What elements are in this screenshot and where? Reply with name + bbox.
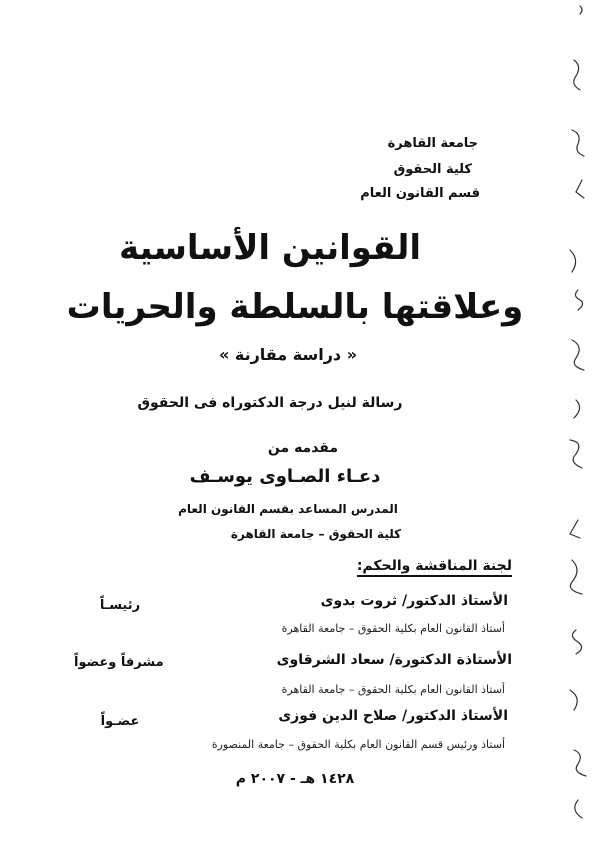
committee-heading: لجنة المناقشة والحكم: <box>357 558 512 577</box>
committee-member-role: رئيسـاً <box>99 598 141 613</box>
author-affiliation: كلية الحقوق – جامعة القاهرة <box>230 527 402 541</box>
committee-member-role: عضـواً <box>100 714 140 729</box>
committee-member-description: أستاذ ورئيس قسم القانون العام بكلية الحقوق – جامعة المنصورة <box>211 738 505 751</box>
university-name: جامعة القاهرة <box>387 136 478 151</box>
department-name: قسم القانون العام <box>360 186 480 201</box>
title-line-2: وعلاقتها بالسلطة والحريات <box>66 287 524 327</box>
margin-handwriting <box>560 0 600 868</box>
committee-member-name: الأستاذ الدكتور/ صلاح الدين فوزى <box>278 708 508 724</box>
committee-member-description: أستاذ القانون العام بكلية الحقوق – جامعة القاهرة <box>281 683 505 696</box>
author-position: المدرس المساعد بقسم القانون العام <box>178 502 398 516</box>
committee-member-name: الأستاذ الدكتور/ ثروت بدوى <box>320 593 508 609</box>
thesis-purpose: رسالة لنيل درجة الدكتوراه فى الحقوق <box>137 395 403 411</box>
committee-member-description: أستاذ القانون العام بكلية الحقوق – جامعة القاهرة <box>281 622 505 635</box>
document-date: ١٤٢٨ هـ - ٢٠٠٧ م <box>235 771 355 787</box>
committee-member-role: مشرفاً وعضواً <box>74 655 164 670</box>
presented-by: مقدمه من <box>267 440 339 456</box>
committee-member-name: الأستاذة الدكتورة/ سعاد الشرقاوى <box>276 652 512 668</box>
subtitle: « دراسة مقارنة » <box>218 345 358 364</box>
title-line-1: القوانين الأساسية <box>118 228 422 268</box>
author-name: دعـاء الصـاوى يوسـف <box>189 466 381 487</box>
faculty-name: كلية الحقوق <box>393 162 472 177</box>
